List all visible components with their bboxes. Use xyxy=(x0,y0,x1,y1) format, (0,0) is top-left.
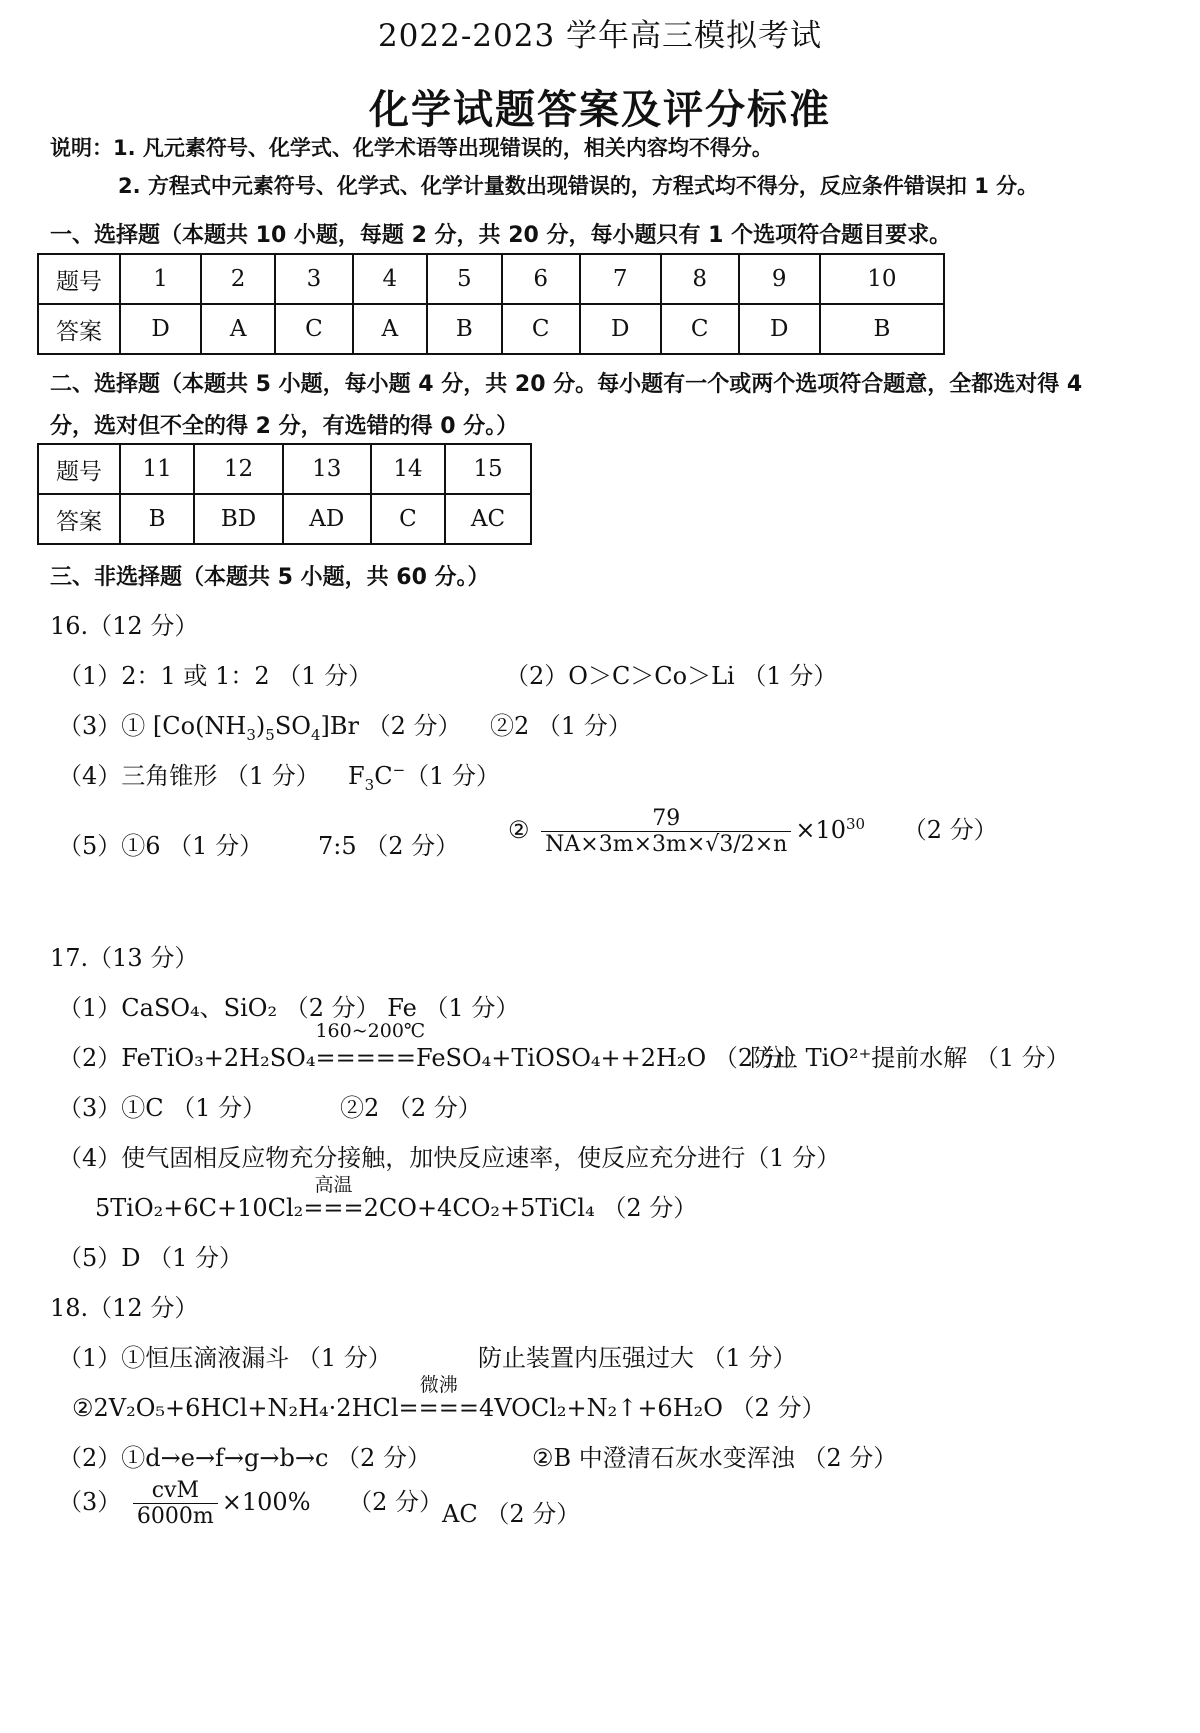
answer-cell: C xyxy=(661,304,739,354)
section-3-heading: 三、非选择题（本题共 5 小题，共 60 分。） xyxy=(50,565,490,590)
table-row xyxy=(38,494,531,544)
section-2-heading-line-2: 分，选对但不全的得 2 分，有选错的得 0 分。） xyxy=(50,414,519,439)
q16-part3-answer-1 xyxy=(58,706,462,744)
reaction-arrow xyxy=(303,1174,364,1222)
note-1: 说明：1. 凡元素符号、化学式、化学术语等出现错误的，相关内容均不得分。 xyxy=(50,136,773,160)
row-label: 答案 xyxy=(38,304,120,354)
q18-part1-equation xyxy=(72,1374,826,1423)
superscript: 30 xyxy=(846,815,866,833)
fraction-numerator: 79 xyxy=(541,806,791,832)
text: ×100% xyxy=(221,1488,311,1516)
question-number: 2 xyxy=(201,254,275,304)
q16-title: 16.（12 分） xyxy=(50,612,199,640)
answer-cell: D xyxy=(739,304,820,354)
text: SO xyxy=(274,712,311,740)
question-number: 9 xyxy=(739,254,820,304)
q18-part1-answer-1: （1）①恒压滴液漏斗 （1 分） xyxy=(58,1344,392,1372)
row-label: 题号 xyxy=(38,254,120,304)
table-row xyxy=(38,254,944,304)
section-1-heading: 一、选择题（本题共 10 小题，每题 2 分，共 20 分，每小题只有 1 个选项符合题目要求。 xyxy=(50,223,952,248)
row-label: 答案 xyxy=(38,494,120,544)
reaction-condition: 160~200℃ xyxy=(315,1020,426,1042)
question-number: 13 xyxy=(283,444,371,494)
q16-part3-answer-2: ②2 （1 分） xyxy=(490,712,632,740)
superscript: − xyxy=(392,761,406,779)
question-number: 12 xyxy=(194,444,283,494)
text: ) xyxy=(255,712,266,740)
reaction-condition: 高温 xyxy=(314,1174,353,1196)
q17-part2-answer-2: 防止 TiO²⁺提前水解 （1 分） xyxy=(750,1044,1070,1072)
q17-title: 17.（13 分） xyxy=(50,944,199,972)
question-number: 5 xyxy=(427,254,502,304)
answer-cell: AC xyxy=(445,494,531,544)
subscript: 4 xyxy=(310,725,321,744)
section-2-answer-table xyxy=(37,443,532,545)
question-number: 14 xyxy=(371,444,445,494)
purity-fraction xyxy=(133,1478,218,1529)
text: C xyxy=(374,762,393,790)
fraction-numerator: cvM xyxy=(133,1478,218,1504)
q16-part2-answer: （2）O＞C＞Co＞Li （1 分） xyxy=(505,662,838,690)
question-number: 11 xyxy=(120,444,194,494)
answer-cell: B xyxy=(120,494,194,544)
text: ②2V₂O₅+6HCl+N₂H₄·2HCl xyxy=(72,1394,399,1422)
question-number: 3 xyxy=(275,254,353,304)
q16-part4-answer-1: （4）三角锥形 （1 分） xyxy=(58,762,320,790)
text: 2CO+4CO₂+5TiCl₄ （2 分） xyxy=(363,1194,698,1222)
answer-cell: A xyxy=(353,304,427,354)
answer-cell: C xyxy=(371,494,445,544)
answer-cell: D xyxy=(120,304,201,354)
equals-sign: ===== xyxy=(315,1044,417,1072)
question-number: 15 xyxy=(445,444,531,494)
q18-part3-answer-1 xyxy=(58,1478,443,1529)
text: 4VOCl₂+N₂↑+6H₂O （2 分） xyxy=(478,1394,826,1422)
section-1-answer-table xyxy=(37,253,945,355)
answer-cell: B xyxy=(820,304,944,354)
subscript: 5 xyxy=(265,725,275,744)
text: ② xyxy=(508,816,530,844)
text: F xyxy=(348,762,365,790)
q17-part5-answer: （5）D （1 分） xyxy=(58,1244,244,1272)
question-number: 7 xyxy=(580,254,661,304)
document-title: 化学试题答案及评分标准 xyxy=(369,86,831,133)
q17-part2-equation xyxy=(58,1020,809,1073)
text: （1 分） xyxy=(405,762,501,790)
q17-part3-answer-1: （3）①C （1 分） xyxy=(58,1094,267,1122)
reaction-arrow xyxy=(315,1020,426,1072)
question-number: 8 xyxy=(661,254,739,304)
reaction-arrow xyxy=(398,1374,479,1422)
q16-part5-answer-3 xyxy=(508,806,998,857)
answer-cell: A xyxy=(201,304,275,354)
table-row xyxy=(38,304,944,354)
score: （2 分） xyxy=(348,1488,444,1516)
table-row xyxy=(38,444,531,494)
fraction-denominator: NA×3m×3m×√3/2×n xyxy=(545,832,788,857)
answer-cell: C xyxy=(275,304,353,354)
equals-sign: === xyxy=(303,1194,364,1222)
text: ×10 xyxy=(795,816,846,844)
density-fraction xyxy=(541,806,791,857)
q17-part1-answer: （1）CaSO₄、SiO₂ （2 分） Fe （1 分） xyxy=(58,994,520,1022)
q18-part2-answer-2: ②B 中澄清石灰水变浑浊 （2 分） xyxy=(532,1444,898,1472)
subscript: 3 xyxy=(246,725,256,744)
q17-part3-answer-2: ②2 （2 分） xyxy=(340,1094,482,1122)
text: （3）① [Co(NH xyxy=(58,712,247,740)
answer-cell: BD xyxy=(194,494,283,544)
q17-part4-answer: （4）使气固相反应物充分接触，加快反应速率，使反应充分进行（1 分） xyxy=(58,1144,841,1172)
answer-cell: C xyxy=(502,304,580,354)
text: ]Br （2 分） xyxy=(320,712,462,740)
answer-cell: AD xyxy=(283,494,371,544)
q16-part1-answer: （1）2：1 或 1：2 （1 分） xyxy=(58,662,373,690)
text: 5TiO₂+6C+10Cl₂ xyxy=(95,1194,304,1222)
subscript: 3 xyxy=(364,775,375,794)
section-2-heading-line-1: 二、选择题（本题共 5 小题，每小题 4 分，共 20 分。每小题有一个或两个选项符合题意，全都选对得 4 xyxy=(50,372,1083,397)
note-2: 2. 方程式中元素符号、化学式、化学计量数出现错误的，方程式均不得分，反应条件错误扣 1 分。 xyxy=(118,174,1039,198)
q18-title: 18.（12 分） xyxy=(50,1294,199,1322)
question-number: 10 xyxy=(820,254,944,304)
score: （2 分） xyxy=(902,816,998,844)
answer-cell: B xyxy=(427,304,502,354)
question-number: 4 xyxy=(353,254,427,304)
q17-part4-equation xyxy=(95,1174,698,1223)
text: （2）FeTiO₃+2H₂SO₄ xyxy=(58,1044,316,1072)
q16-part5-answer-2: 7:5 （2 分） xyxy=(318,832,460,860)
text: FeSO₄+TiOSO₄++2H₂O （2 分） xyxy=(416,1044,809,1072)
exam-title: 2022-2023 学年高三模拟考试 xyxy=(377,18,823,54)
text: （3） xyxy=(58,1488,122,1516)
question-number: 1 xyxy=(120,254,201,304)
q18-part3-answer-2: AC （2 分） xyxy=(442,1500,581,1528)
answer-cell: D xyxy=(580,304,661,354)
reaction-condition: 微沸 xyxy=(419,1374,458,1396)
fraction-denominator: 6000m xyxy=(136,1504,214,1529)
q16-part4-answer-2 xyxy=(348,756,500,794)
question-number: 6 xyxy=(502,254,580,304)
row-label: 题号 xyxy=(38,444,120,494)
q18-part2-answer-1: （2）①d→e→f→g→b→c （2 分） xyxy=(58,1444,431,1472)
q18-part1-answer-2: 防止装置内压强过大 （1 分） xyxy=(478,1344,797,1372)
q16-part5-answer-1: （5）①6 （1 分） xyxy=(58,832,264,860)
equals-sign: ==== xyxy=(398,1394,479,1422)
